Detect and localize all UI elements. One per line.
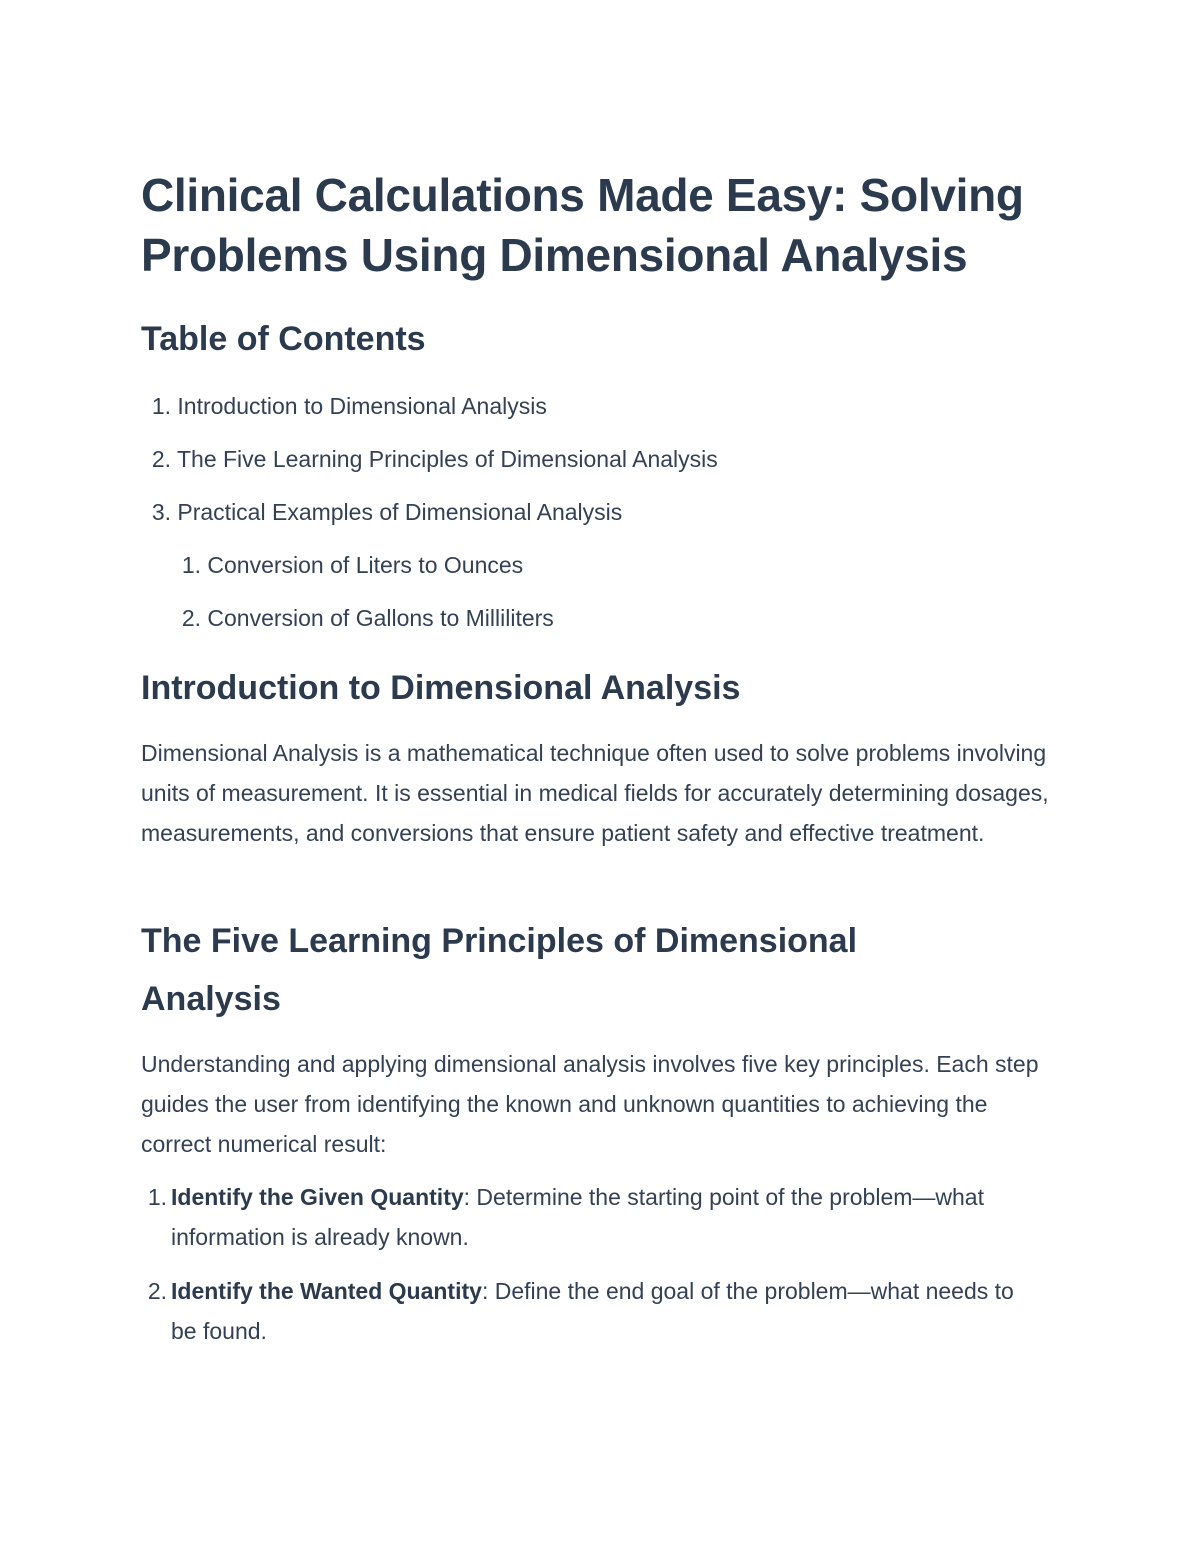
toc-item-label: Practical Examples of Dimensional Analysis bbox=[177, 499, 623, 525]
toc-subitem-number: 2. bbox=[181, 605, 201, 631]
toc-subitem-label: Conversion of Liters to Ounces bbox=[207, 552, 524, 578]
principle-number: 2. bbox=[147, 1278, 167, 1304]
principles-paragraph: Understanding and applying dimensional analysis involves five key principles. Each step guides the user from identifying the known and unknown quantities to achieving the correct numerical result: bbox=[141, 1051, 1039, 1157]
intro-paragraph: Dimensional Analysis is a mathematical technique often used to solve problems involving units of measurement. It is essential in medical fields for accurately determining dosages, measurements, and conversions that ensure patient safety and effective treatment. bbox=[141, 740, 1049, 846]
toc-subitem[interactable] bbox=[141, 547, 718, 600]
principle-description: : Define the end goal of the problem—what needs to be found. bbox=[171, 1278, 1014, 1344]
toc-item[interactable] bbox=[141, 388, 718, 441]
principle-number: 1. bbox=[147, 1184, 167, 1210]
toc-subitem-label: Conversion of Gallons to Milliliters bbox=[207, 605, 554, 631]
toc-item-label: Introduction to Dimensional Analysis bbox=[177, 393, 547, 419]
table-of-contents bbox=[141, 388, 718, 653]
toc-heading: Table of Contents bbox=[141, 320, 426, 358]
principle-term: Identify the Wanted Quantity bbox=[171, 1278, 482, 1304]
principle-item bbox=[141, 1271, 1041, 1351]
document-title: Clinical Calculations Made Easy: Solving Problems Using Dimensional Analysis bbox=[141, 169, 1024, 281]
toc-item-number: 1. bbox=[151, 393, 171, 419]
intro-heading: Introduction to Dimensional Analysis bbox=[141, 669, 741, 707]
principle-item bbox=[141, 1177, 1041, 1257]
principle-term: Identify the Given Quantity bbox=[171, 1184, 464, 1210]
toc-item-label: The Five Learning Principles of Dimensional Analysis bbox=[176, 446, 718, 472]
principle-description: : Determine the starting point of the problem—what information is already known. bbox=[171, 1184, 984, 1250]
principles-heading: The Five Learning Principles of Dimensional Analysis bbox=[141, 922, 858, 1018]
toc-item[interactable] bbox=[141, 441, 718, 494]
toc-item-number: 2. bbox=[151, 446, 171, 472]
principles-list bbox=[141, 1177, 1041, 1365]
toc-subitem[interactable] bbox=[141, 600, 718, 653]
toc-item[interactable] bbox=[141, 494, 718, 547]
toc-subitem-number: 1. bbox=[181, 552, 201, 578]
toc-item-number: 3. bbox=[151, 499, 171, 525]
